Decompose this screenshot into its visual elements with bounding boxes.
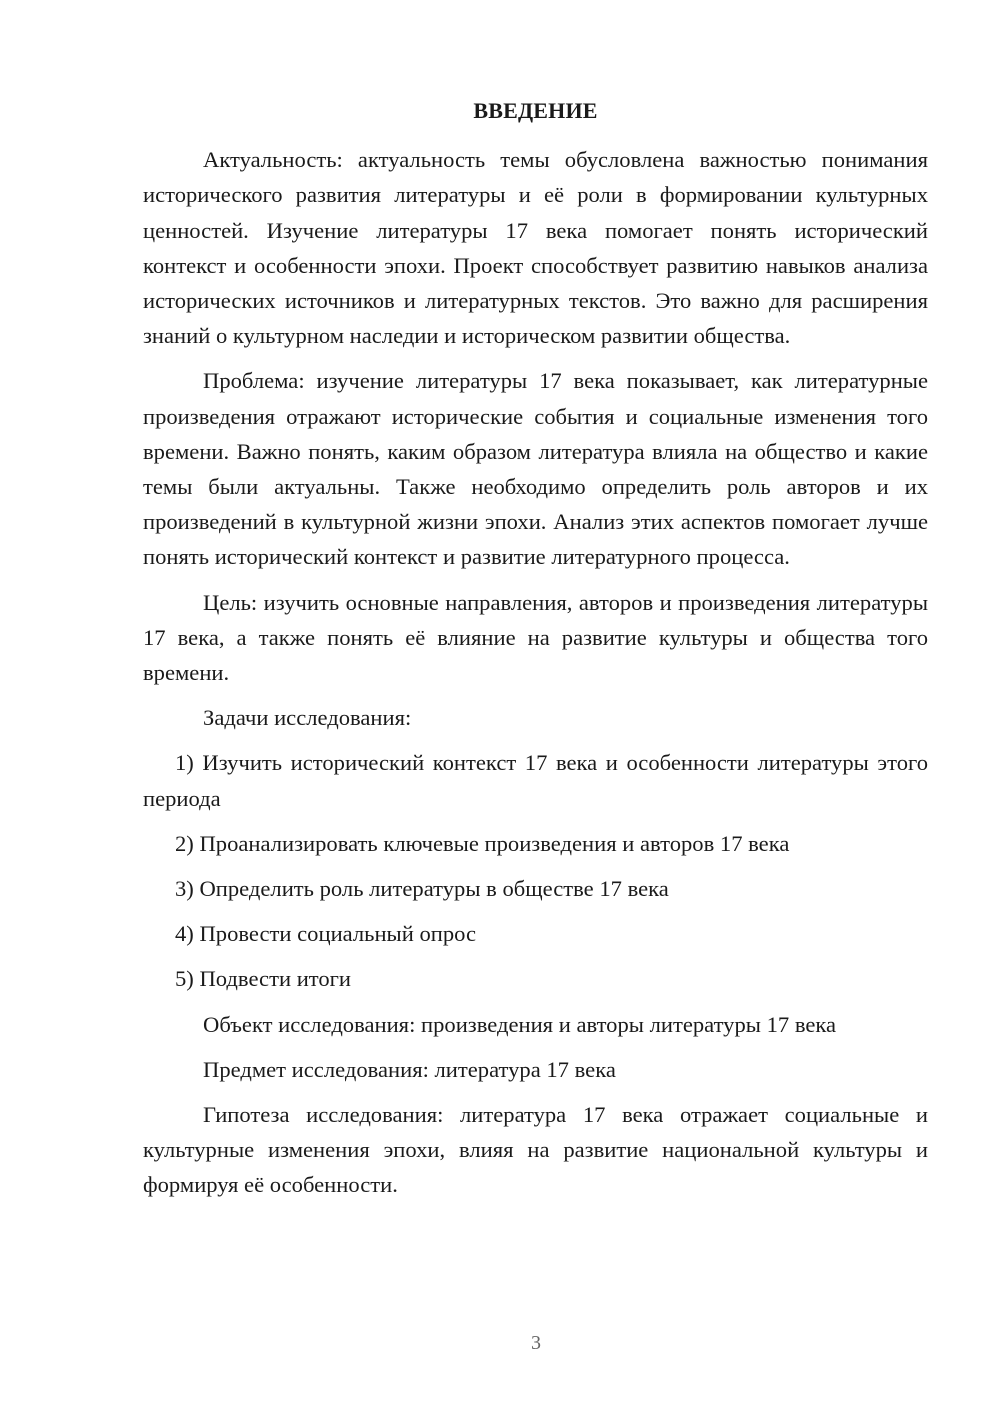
research-subject: Предмет исследования: литература 17 века bbox=[203, 1056, 616, 1082]
research-object: Объект исследования: произведения и авторы литературы 17 века bbox=[203, 1011, 837, 1037]
task-item: 1) Изучить исторический контекст 17 века и особенности литературы этого периода bbox=[143, 750, 928, 811]
task-item: 5) Подвести итоги bbox=[175, 966, 352, 992]
paragraph-goal: Цель: изучить основные направления, авторов и произведения литературы 17 века, а также понять её влияние на развитие культуры и общества того времени. bbox=[143, 589, 928, 686]
paragraph-problem: Проблема: изучение литературы 17 века показывает, как литературные произведения отражают исторические события и социальные изменения того времени. Важно понять, каким образом литература влияла на общество и какие темы были актуальны. Также необходимо определить роль авторов и их произведений в культурной жизни эпохи. Анализ этих аспектов помогает лучше понять исторический контекст и развитие литературного процесса. bbox=[143, 368, 928, 570]
tasks-list bbox=[143, 745, 928, 996]
research-hypothesis: Гипотеза исследования: литература 17 века отражает социальные и культурные изменения эпохи, влияя на развитие национальной культуры и формируя её особенности. bbox=[143, 1102, 928, 1198]
task-item: 2) Проанализировать ключевые произведения и авторов 17 века bbox=[175, 830, 790, 856]
tasks-heading: Задачи исследования: bbox=[203, 705, 412, 731]
document-title: ВВЕДЕНИЕ bbox=[473, 98, 598, 123]
document-page bbox=[143, 93, 928, 1213]
page-number: 3 bbox=[531, 1332, 541, 1354]
task-item: 4) Провести социальный опрос bbox=[175, 921, 477, 947]
paragraph-relevance: Актуальность: актуальность темы обусловлена важностью понимания исторического развития литературы и её роли в формировании культурных ценностей. Изучение литературы 17 века помогает понять исторический контекст и особенности эпохи. Проект способствует развитию навыков анализа исторических источников и литературных текстов. Это важно для расширения знаний о культурном наследии и историческом развитии общества. bbox=[143, 147, 928, 349]
task-item: 3) Определить роль литературы в обществе 17 века bbox=[175, 876, 669, 902]
